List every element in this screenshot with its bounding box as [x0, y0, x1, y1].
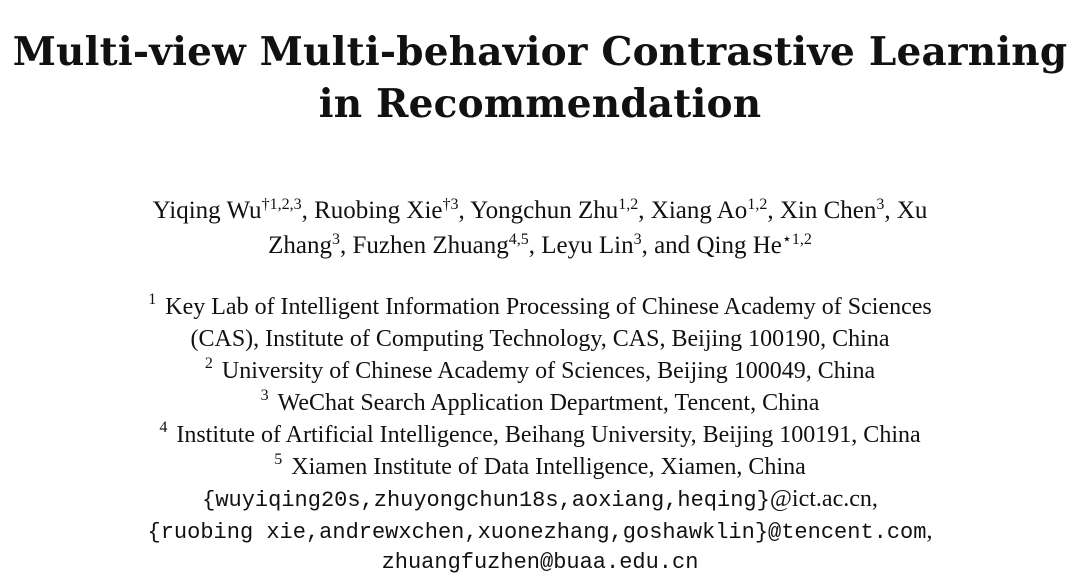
affiliation-3 [0, 387, 1080, 419]
author-affiliation-marker: 1,2 [618, 196, 639, 214]
author-list-line-1 [0, 194, 1080, 228]
author-affiliation-marker: 3 [876, 196, 885, 214]
paper-title-line-1: Multi-view Multi-behavior Contrastive Learning [12, 29, 1068, 75]
author-affiliation-marker: 1,2 [747, 196, 768, 214]
affiliation-text: Institute of Artificial Intelligence, Beihang University, Beijing 100191, China [176, 422, 921, 448]
author-name: Yongchun Zhu [470, 197, 619, 224]
affiliation-text: University of Chinese Academy of Sciences, Beijing 100049, China [221, 358, 876, 384]
author-name: Fuzhen Zhuang [352, 232, 509, 259]
author-affiliation-marker: †3 [442, 196, 459, 214]
paper-title-line-2: in Recommendation [318, 81, 762, 127]
email-separator: , [926, 518, 933, 544]
email-line-3 [0, 547, 1080, 579]
affiliation-2 [0, 355, 1080, 387]
affiliation-text: WeChat Search Application Department, Tencent, China [277, 390, 820, 416]
author-affiliation-marker: 3 [633, 231, 642, 249]
author-affiliation-marker: †1,2,3 [261, 196, 302, 214]
author-name: Qing He [696, 232, 782, 259]
author-name: Leyu Lin [541, 232, 634, 259]
affiliation-number: 1 [148, 291, 157, 309]
email-ids: {ruobing xie,andrewxchen,xuonezhang,goshawklin}@tencent.com [147, 520, 927, 545]
author-affiliation-marker: ⋆1,2 [781, 231, 812, 249]
author-separator: , [767, 197, 780, 224]
author-separator: , [884, 197, 897, 224]
affiliation-5 [0, 451, 1080, 483]
author-name: Xu [896, 197, 928, 224]
affiliation-number: 3 [260, 387, 269, 405]
affiliation-1 [0, 291, 1080, 323]
affiliation-text: Xiamen Institute of Data Intelligence, Xiamen, China [291, 454, 806, 480]
author-affiliation-marker: 3 [332, 231, 341, 249]
author-separator: , [638, 197, 651, 224]
author-name: Zhang [268, 232, 333, 259]
author-name: Yiqing Wu [152, 197, 262, 224]
affiliation-number: 2 [204, 355, 213, 373]
author-separator: , [528, 232, 542, 259]
affiliation-1-continued [0, 323, 1080, 355]
author-name: Xin Chen [779, 197, 877, 224]
affiliation-number: 4 [159, 419, 168, 437]
affiliation-text: Key Lab of Intelligent Information Processing of Chinese Academy of Sciences [165, 294, 932, 320]
author-separator: , and [641, 232, 697, 259]
affiliation-number: 5 [274, 451, 283, 469]
author-list-line-2 [0, 229, 1080, 263]
email-line-1 [0, 483, 1080, 517]
author-name: Xiang Ao [650, 197, 748, 224]
email-domain: @ict.ac.cn, [769, 486, 878, 512]
email-address: zhuangfuzhen@buaa.edu.cn [381, 550, 699, 575]
author-separator: , [301, 197, 315, 224]
affiliation-4 [0, 419, 1080, 451]
author-separator: , [340, 232, 353, 259]
author-name: Ruobing Xie [314, 197, 443, 224]
email-ids: {wuyiqing20s,zhuyongchun18s,aoxiang,heqing} [202, 488, 770, 513]
author-affiliation-marker: 4,5 [508, 231, 529, 249]
author-separator: , [458, 197, 471, 224]
email-line-2 [0, 515, 1080, 549]
affiliation-text: (CAS), Institute of Computing Technology, CAS, Beijing 100190, China [190, 326, 890, 352]
